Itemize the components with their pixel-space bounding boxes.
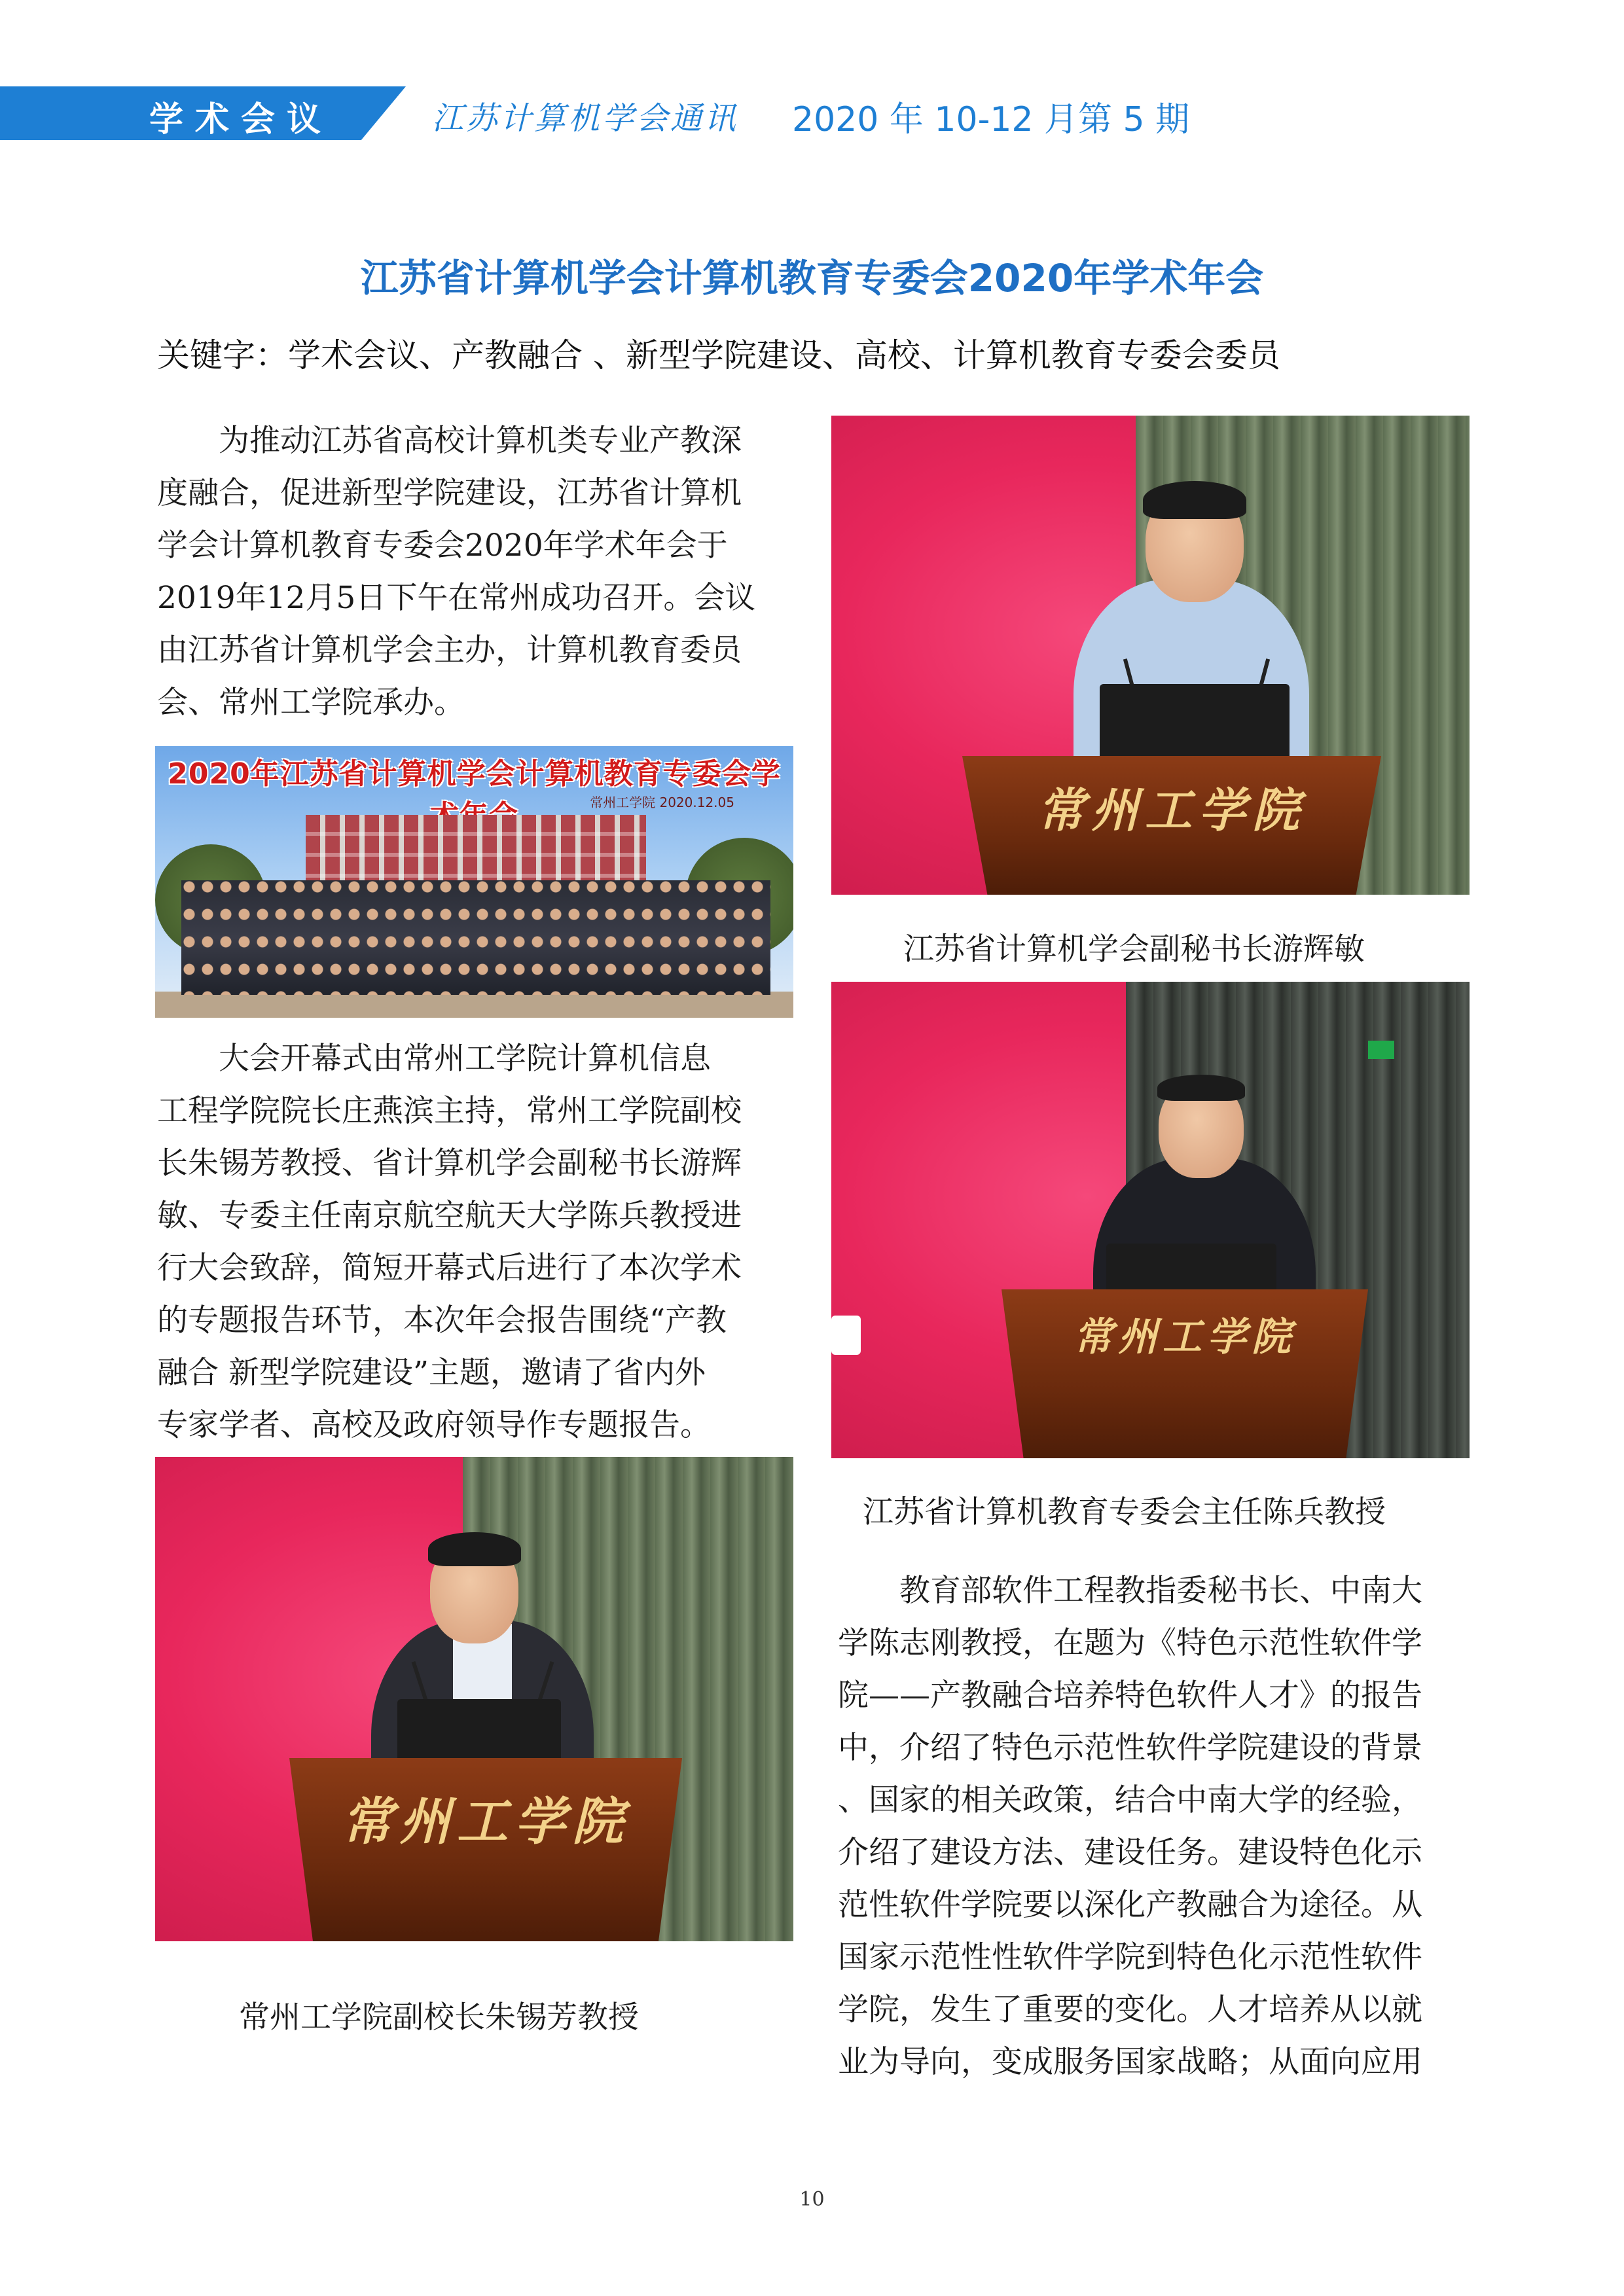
text-line: 教育部软件工程教指委秘书长、中南大 (838, 1573, 1422, 1609)
group-photo-subtitle: 常州工学院 2020.12.05 (590, 795, 734, 810)
text-line: 业为导向，变成服务国家战略；从面向应用 (838, 2044, 1422, 2080)
speaker-photo-chen (831, 982, 1470, 1458)
paragraph-report (838, 1565, 1492, 2089)
text-line: 敏、专委主任南京航空航天大学陈兵教授进 (157, 1198, 742, 1234)
paragraph-opening (157, 1033, 812, 1452)
text-line: 2019年12月5日下午在常州成功召开。会议 (157, 580, 756, 616)
section-label: 学术会议 (149, 100, 333, 139)
text-line: 专家学者、高校及政府领导作专题报告。 (157, 1407, 711, 1443)
podium-label: 常州工学院 (341, 1792, 630, 1852)
photo-caption-zhu: 常州工学院副校长朱锡芳教授 (239, 2000, 639, 2036)
article-keywords: 关键字：学术会议、产教融合 、新型学院建设、高校、计算机教育专委会委员 (157, 336, 1280, 374)
photo-caption-you: 江苏省计算机学会副秘书长游辉敏 (903, 931, 1365, 967)
text-line: 院——产教融合培养特色软件人才》的报告 (838, 1677, 1422, 1713)
exit-sign-icon (1368, 1041, 1394, 1059)
speaker-photo-you (831, 416, 1470, 895)
group-photo-banner: 2020年江苏省计算机学会计算机教育专委会学 (168, 757, 781, 791)
text-line: 行大会致辞，简短开幕式后进行了本次学术 (157, 1250, 742, 1286)
speaker-hair (1157, 1075, 1245, 1101)
text-line: 学会计算机教育专委会2020年学术年会于 (157, 528, 728, 564)
speaker-photo-zhu (155, 1457, 793, 1941)
speaker-hair (1143, 481, 1246, 519)
text-line: 的专题报告环节，本次年会报告围绕“产教 (157, 1302, 727, 1338)
text-line: 会、常州工学院承办。 (157, 685, 465, 721)
logo-icon (831, 1316, 861, 1355)
text-line: 度融合，促进新型学院建设，江苏省计算机 (157, 475, 742, 511)
crowd (181, 880, 770, 995)
journal-name: 江苏计算机学会通讯 (432, 100, 739, 137)
text-line: 介绍了建设方法、建设任务。建设特色化示 (838, 1835, 1422, 1871)
text-line: 大会开幕式由常州工学院计算机信息 (157, 1041, 711, 1077)
text-line: 长朱锡芳教授、省计算机学会副秘书长游辉 (157, 1145, 742, 1181)
issue-label: 2020 年 10-12 月第 5 期 (792, 100, 1190, 139)
text-line: 国家示范性性软件学院到特色化示范性软件 (838, 1939, 1422, 1975)
article-title: 江苏省计算机学会计算机教育专委会2020年学术年会 (360, 256, 1264, 300)
photo-caption-chen: 江苏省计算机教育专委会主任陈兵教授 (863, 1494, 1386, 1530)
paragraph-intro (157, 415, 812, 729)
text-line: 学陈志刚教授，在题为《特色示范性软件学 (838, 1625, 1422, 1661)
text-line: 工程学院院长庄燕滨主持，常州工学院副校 (157, 1093, 742, 1129)
group-photo (155, 746, 793, 1018)
speaker-hair (428, 1532, 521, 1566)
page-number: 10 (799, 2188, 825, 2211)
text-line: 中，介绍了特色示范性软件学院建设的背景 (838, 1730, 1422, 1766)
text-line: 、国家的相关政策，结合中南大学的经验， (838, 1782, 1422, 1818)
text-line: 为推动江苏省高校计算机类专业产教深 (157, 423, 742, 459)
text-line: 融合 新型学院建设”主题，邀请了省内外 (157, 1355, 706, 1391)
text-line: 由江苏省计算机学会主办，计算机教育委员 (157, 632, 742, 668)
podium-label: 常州工学院 (1074, 1314, 1296, 1360)
ground (155, 992, 793, 1018)
podium-label: 常州工学院 (1037, 782, 1306, 838)
text-line: 范性软件学院要以深化产教融合为途径。从 (838, 1887, 1422, 1923)
text-line: 学院，发生了重要的变化。人才培养从以就 (838, 1992, 1422, 2028)
